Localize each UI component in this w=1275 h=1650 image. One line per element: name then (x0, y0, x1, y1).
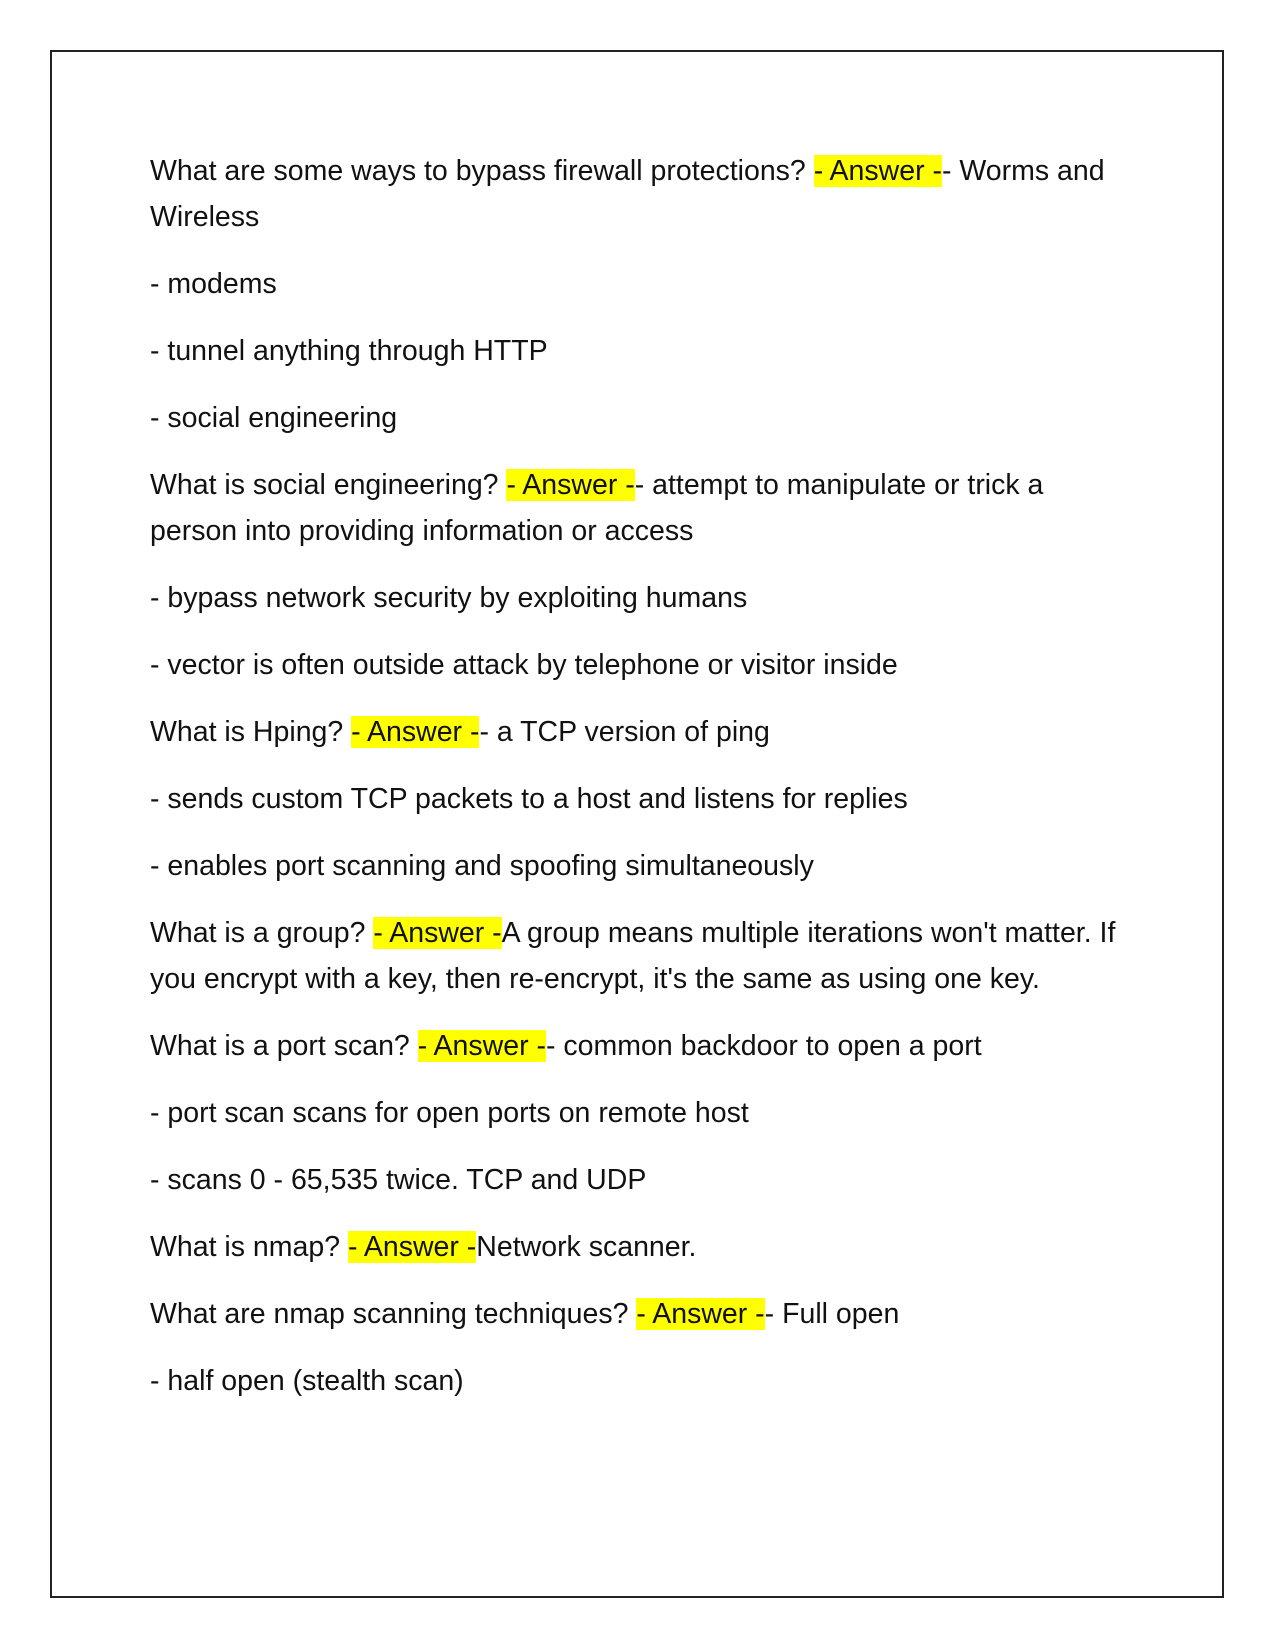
answer-line: - vector is often outside attack by telephone or visitor inside (150, 649, 898, 681)
answer-line: - half open (stealth scan) (150, 1365, 464, 1397)
answer-line: - modems (150, 268, 277, 300)
question-text: What is nmap? (150, 1231, 348, 1263)
document-body (150, 148, 1130, 1425)
answer-marker: - Answer - (506, 469, 635, 501)
qa-nmap-techniques (150, 1291, 1130, 1337)
answer-marker: - Answer - (373, 917, 502, 949)
answer-line: - port scan scans for open ports on remote host (150, 1097, 749, 1129)
answer-text: Network scanner. (476, 1231, 697, 1263)
answer-line: - scans 0 - 65,535 twice. TCP and UDP (150, 1164, 647, 1196)
question-text: What is a port scan? (150, 1030, 418, 1062)
answer-marker: - Answer - (348, 1231, 477, 1263)
question-text: What is Hping? (150, 716, 352, 748)
answer-line: - tunnel anything through HTTP (150, 335, 548, 367)
qa-nmap (150, 1224, 1130, 1270)
question-text: What are some ways to bypass firewall protections? (150, 155, 814, 187)
answer-marker: - Answer - (636, 1298, 765, 1330)
answer-text: A group means multiple iterations won't matter. If you encrypt with a key, then re-encrypt, it's the same as using one key. (150, 917, 1116, 995)
qa-social-engineering (150, 462, 1130, 554)
answer-line: - enables port scanning and spoofing simultaneously (150, 850, 814, 882)
question-text: What is social engineering? (150, 469, 507, 501)
answer-line: - social engineering (150, 402, 398, 434)
answer-marker: - Answer - (351, 716, 480, 748)
answer-line: - sends custom TCP packets to a host and listens for replies (150, 783, 908, 815)
answer-line: - bypass network security by exploiting humans (150, 582, 748, 614)
answer-text: - attempt to manipulate or trick a person into providing information or access (150, 469, 1044, 547)
answer-marker: - Answer - (813, 155, 942, 187)
qa-firewall-bypass (150, 148, 1130, 240)
qa-group (150, 910, 1130, 1002)
answer-text: - common backdoor to open a port (545, 1030, 982, 1062)
answer-text: - Full open (764, 1298, 900, 1330)
answer-marker: - Answer - (417, 1030, 546, 1062)
answer-text: - Worms and Wireless (150, 155, 1105, 233)
qa-hping (150, 709, 1130, 755)
question-text: What is a group? (150, 917, 374, 949)
answer-text: - a TCP version of ping (479, 716, 770, 748)
question-text: What are nmap scanning techniques? (150, 1298, 637, 1330)
qa-port-scan (150, 1023, 1130, 1069)
